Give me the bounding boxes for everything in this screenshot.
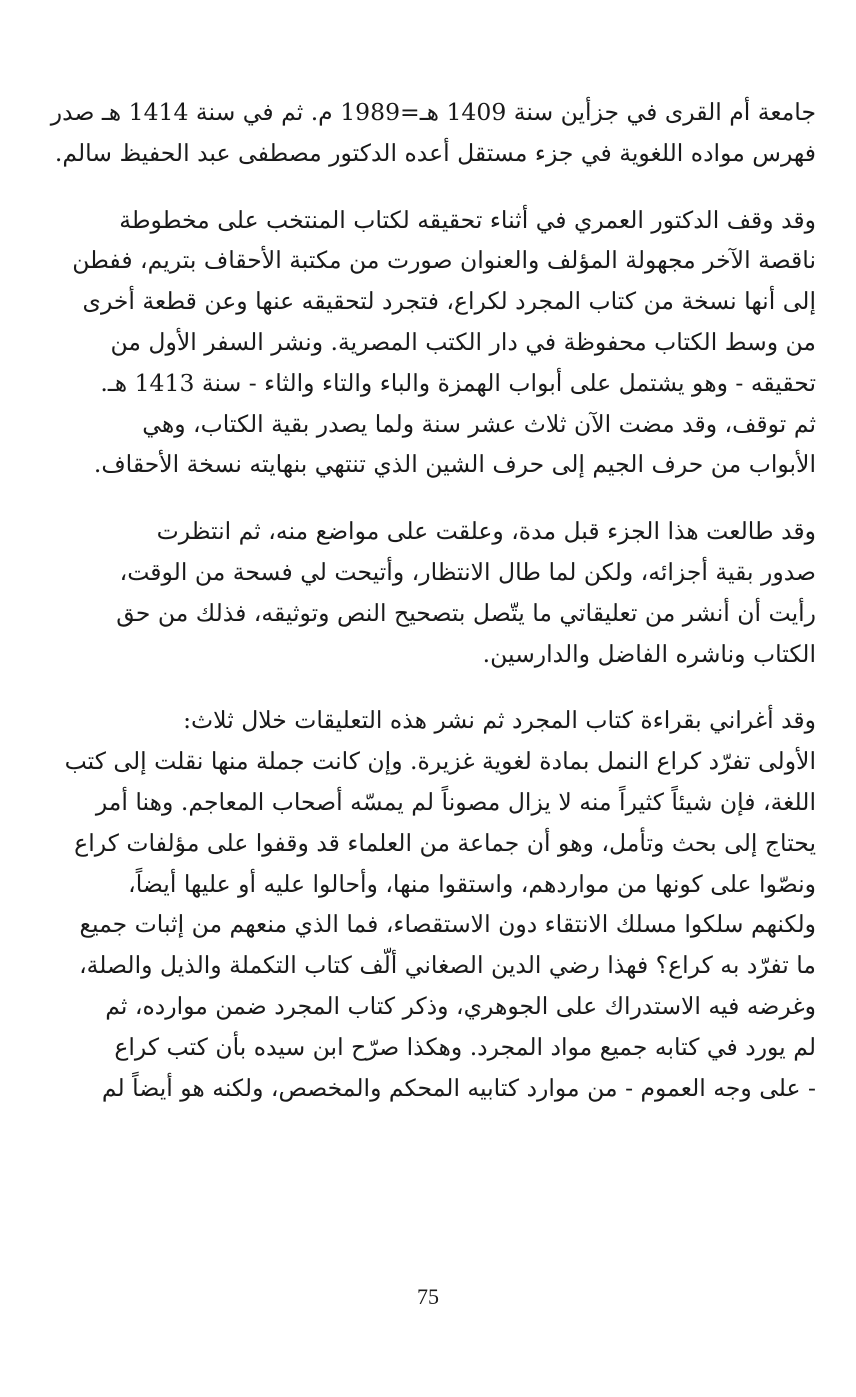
text-line: - على وجه العموم - من موارد كتابيه المحكم والمخصص، ولكنه هو أيضاً لم: [101, 1073, 816, 1102]
text-line: ثم توقف، وقد مضت الآن ثلاث عشر سنة ولما يصدر بقية الكتاب، وهي: [142, 409, 816, 438]
text-line: يحتاج إلى بحث وتأمل، وهو أن جماعة من العلماء قد وقفوا على مؤلفات كراع: [74, 828, 816, 857]
text-line: ناقصة الآخر مجهولة المؤلف والعنوان صورت من مكتبة الأحقاف بتريم، ففطن: [72, 246, 816, 275]
text-line: إلى أنها نسخة من كتاب المجرد لكراع، فتجرد لتحقيقه عنها وعن قطعة أخرى: [82, 287, 816, 316]
text-line: صدور بقية أجزائه، ولكن لما طال الانتظار، وأتيحت لي فسحة من الوقت،: [119, 557, 816, 586]
text-line: اللغة، فإن شيئاً كثيراً منه لا يزال مصوناً لم يمسّه أصحاب المعاجم. وهنا أمر: [95, 787, 816, 816]
text-line: لم يورد في كتابه جميع مواد المجرد. وهكذا صرّح ابن سيده بأن كتب كراع: [114, 1032, 816, 1061]
text-line: الكتاب وناشره الفاضل والدارسين.: [482, 639, 816, 668]
text-line: الأولى تفرّد كراع النمل بمادة لغوية غزيرة. وإن كانت جملة منها نقلت إلى كتب: [64, 747, 816, 776]
text-line: ونصّوا على كونها من مواردهم، واستقوا منها، وأحالوا عليه أو عليها أيضاً،: [128, 869, 816, 898]
text-line: وقد طالعت هذا الجزء قبل مدة، وعلقت على مواضع منه، ثم انتظرت: [156, 517, 816, 546]
text-line: من وسط الكتاب محفوظة في دار الكتب المصرية. ونشر السفر الأول من: [110, 327, 816, 356]
text-line: وقد وقف الدكتور العمري في أثناء تحقيقه لكتاب المنتخب على مخطوطة: [119, 205, 816, 234]
text-line: جامعة أم القرى في جزأين سنة 1409 هـ=1989 م. ثم في سنة 1414 هـ صدر: [50, 98, 816, 126]
text-line: فهرس مواده اللغوية في جزء مستقل أعده الدكتور مصطفى عبد الحفيظ سالم.: [54, 138, 816, 167]
text-line: الأبواب من حرف الجيم إلى حرف الشين الذي تنتهي بنهايته نسخة الأحقاف.: [93, 450, 816, 479]
paragraph-2: [70, 200, 816, 486]
text-line: ما تفرّد به كراع؟ فهذا رضي الدين الصغاني ألّف كتاب التكملة والذيل والصلة،: [79, 951, 816, 980]
paragraph-3: [70, 511, 816, 674]
paragraph-4: [64, 700, 816, 1108]
text-line: رأيت أن أنشر من تعليقاتي ما يتّصل بتصحيح النص وتوثيقه، فذلك من حق: [116, 598, 816, 627]
text-line: وقد أغراني بقراءة كتاب المجرد ثم نشر هذه التعليقات خلال ثلاث:: [183, 706, 816, 735]
paragraph-1: [50, 92, 816, 174]
text-line: ولكنهم سلكوا مسلك الانتقاء دون الاستقصاء، فما الذي منعهم من إثبات جميع: [79, 910, 816, 939]
page-body: [50, 92, 816, 1134]
page-number: 75: [417, 1284, 439, 1309]
text-line: تحقيقه - وهو يشتمل على أبواب الهمزة والباء والتاء والثاء - سنة 1413 هـ.: [100, 368, 816, 397]
text-line: وغرضه فيه الاستدراك على الجوهري، وذكر كتاب المجرد ضمن موارده، ثم: [105, 991, 816, 1020]
